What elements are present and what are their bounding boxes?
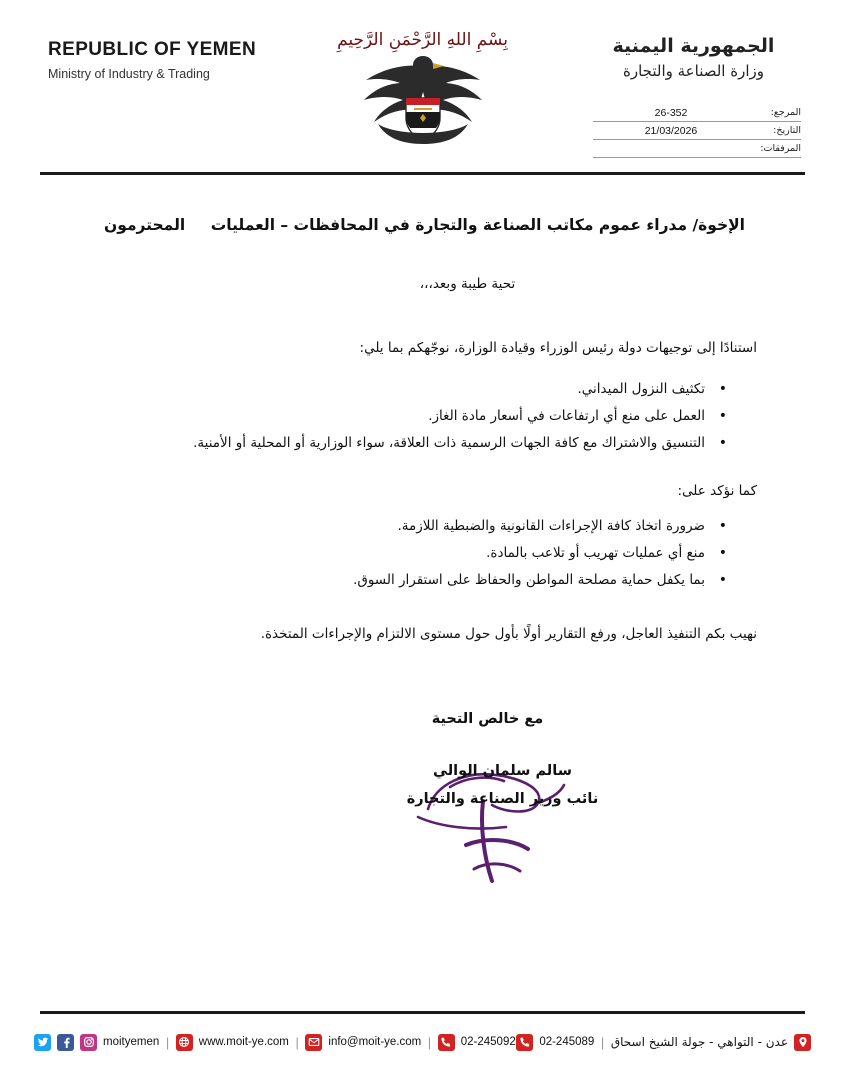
footer-separator: |: [600, 1034, 605, 1050]
signer-title: نائب وزير الصناعة والتجارة: [406, 791, 599, 808]
closing-paragraph: نهيب بكم التنفيذ العاجل، ورفع التقارير أولًا بأول حول مستوى الالتزام والإجراءات المتخذة.: [260, 625, 757, 642]
emphasis-lead-paragraph: كما نؤكد على:: [677, 482, 757, 499]
meta-row-date: [593, 122, 801, 140]
signature-block: [60, 763, 845, 903]
meta-row-attachments: [593, 140, 801, 158]
phone-group-2: [516, 1034, 594, 1051]
instagram-icon[interactable]: [80, 1034, 97, 1051]
list-item: • التنسيق والاشتراك مع كافة الجهات الرسمية ذات العلاقة، سواء الوزارية أو المحلية أو الأمنية.: [60, 430, 785, 457]
regards-line: مع خالص التحية: [431, 711, 544, 728]
letter-body: [0, 180, 845, 903]
twitter-icon[interactable]: [34, 1034, 51, 1051]
meta-value-date: 21/03/2026: [644, 124, 698, 137]
footer-contact-bar: [34, 1026, 811, 1058]
social-handle-text: moityemen: [103, 1036, 160, 1048]
meta-row-reference: [593, 104, 801, 122]
meta-value-reference: 26-352: [654, 106, 688, 119]
phone-group-1: [438, 1034, 516, 1051]
envelope-icon[interactable]: [305, 1034, 322, 1051]
directives-list-2: [60, 513, 785, 594]
address-text: عدن - التواهي - جولة الشيخ اسحاق: [610, 1035, 788, 1049]
footer-separator: |: [427, 1034, 432, 1050]
social-group: [34, 1034, 159, 1051]
ministry-name-ar: وزارة الصناعة والتجارة: [623, 61, 764, 80]
greeting-line: تحية طيبة وبعد،،،: [419, 276, 516, 292]
meta-label-attachments: المرفقات:: [760, 143, 801, 154]
phone-icon[interactable]: [516, 1034, 533, 1051]
addressee-line: [60, 216, 785, 234]
phone-2-text: 02-245089: [539, 1036, 595, 1048]
globe-icon[interactable]: [176, 1034, 193, 1051]
email-text[interactable]: info@moit-ye.com: [328, 1036, 422, 1048]
basmala-text: بِسْمِ اللهِ الرَّحْمَنِ الرَّحِيمِ: [337, 30, 508, 50]
address-group: [611, 1034, 811, 1051]
signer-name: سالم سلمان الوالي: [433, 763, 572, 780]
addressee-honorific: المحترمون: [104, 216, 186, 234]
facebook-icon[interactable]: [57, 1034, 74, 1051]
list-item: • ضرورة اتخاذ كافة الإجراءات القانونية والضبطية اللازمة.: [60, 513, 785, 540]
list-item: • منع أي عمليات تهريب أو تلاعب بالمادة.: [60, 540, 785, 567]
header-divider: [40, 172, 805, 175]
letterhead-arabic-block: [586, 34, 801, 82]
intro-paragraph: استنادًا إلى توجيهات دولة رئيس الوزراء وقيادة الوزارة، نوجّهكم بما يلي:: [359, 340, 757, 356]
directives-list-1: [60, 376, 785, 457]
country-name-en: REPUBLIC OF YEMEN: [48, 39, 257, 60]
yemen-eagle-emblem-icon: [348, 52, 498, 144]
footer-separator: |: [295, 1034, 299, 1050]
addressee-text: الإخوة/ مدراء عموم مكاتب الصناعة والتجارة في المحافظات – العمليات: [210, 216, 745, 234]
website-text[interactable]: www.moit-ye.com: [198, 1036, 289, 1048]
ministry-name-en: Ministry of Industry & Trading: [48, 66, 210, 81]
reference-meta-table: [593, 104, 801, 158]
list-item: • بما يكفل حماية مصلحة المواطن والحفاظ على استقرار السوق.: [60, 567, 785, 594]
footer-divider: [40, 1011, 805, 1014]
meta-label-date: التاريخ:: [773, 125, 801, 136]
letterhead: [0, 0, 845, 170]
website-group: [176, 1034, 289, 1051]
letterhead-center-block: [293, 30, 553, 144]
meta-label-reference: المرجع:: [770, 107, 801, 118]
country-name-ar: الجمهورية اليمنية: [612, 35, 775, 57]
phone-1-text: 02-245092: [460, 1036, 516, 1048]
email-group: [305, 1034, 421, 1051]
location-pin-icon[interactable]: [794, 1034, 811, 1051]
list-item: • العمل على منع أي ارتفاعات في أسعار مادة الغاز.: [60, 403, 785, 430]
phone-icon[interactable]: [438, 1034, 455, 1051]
list-item: • تكثيف النزول الميداني.: [60, 376, 785, 403]
footer-separator: |: [165, 1034, 170, 1050]
